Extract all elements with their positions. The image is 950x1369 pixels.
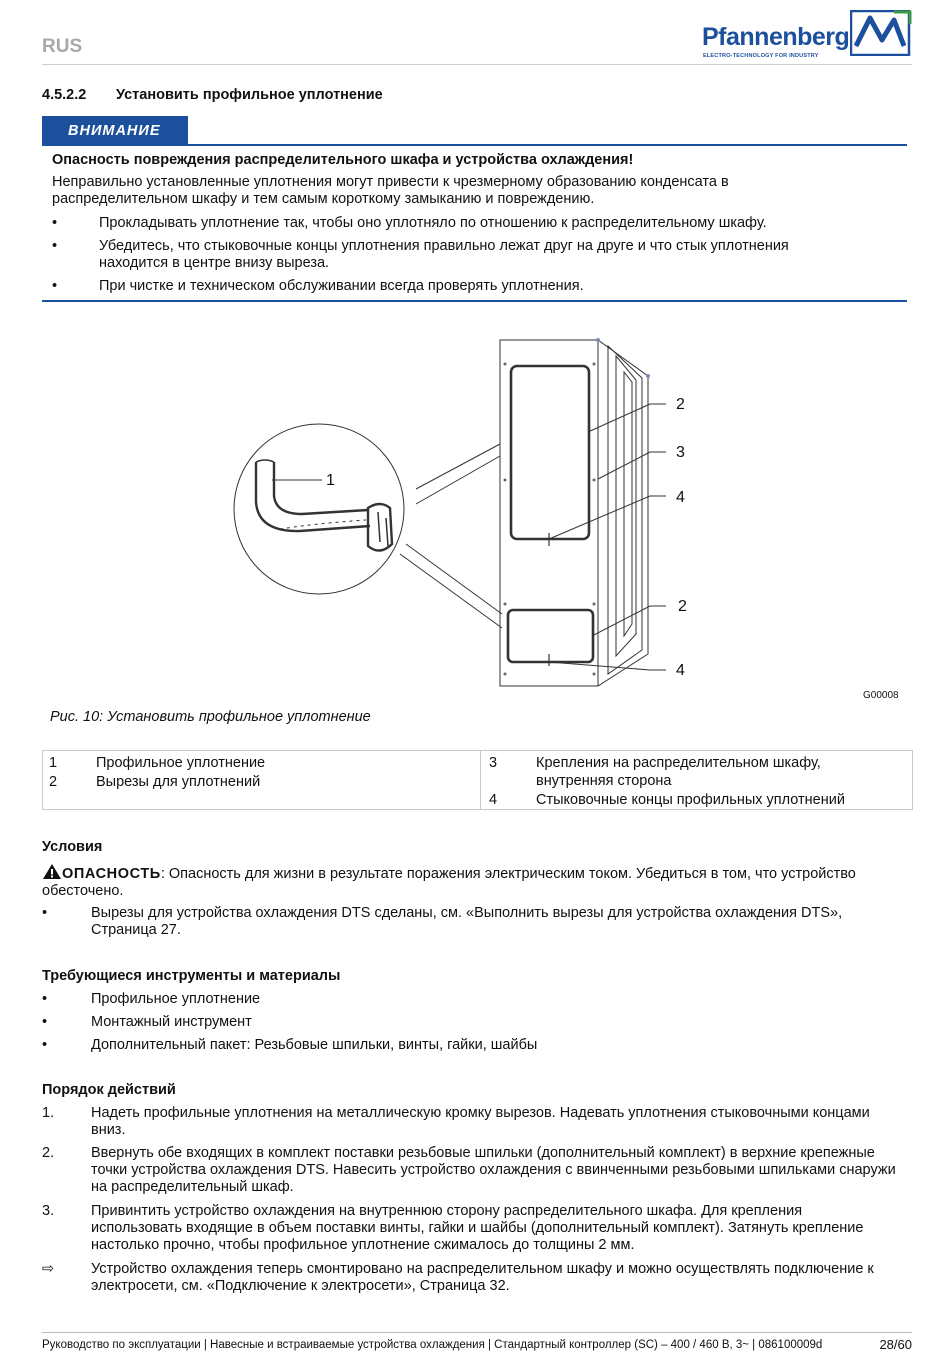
logo-mark-icon xyxy=(850,10,912,56)
callout-2: 2 xyxy=(676,396,685,413)
procedure-heading: Порядок действий xyxy=(42,1082,176,1098)
section-title-text: Установить профильное уплотнение xyxy=(116,87,383,103)
figure-caption: Рис. 10: Установить профильное уплотнение xyxy=(50,709,371,725)
pfannenberg-logo xyxy=(702,8,914,58)
callout-1: 1 xyxy=(326,472,335,489)
danger-notice xyxy=(42,863,892,900)
warning-triangle-icon xyxy=(42,863,62,880)
figure-legend-table: 1 Профильное уплотнение 2 Вырезы для уплотнений 3 Крепления на распределительном шкафу, внутренняя сторона 4 Стыковочные концы профильных уплотнений xyxy=(42,750,913,810)
danger-text: : Опасность для жизни в результате поражения электрическим током. Убедиться в том, что устройство обесточено. xyxy=(42,866,856,899)
header-divider xyxy=(42,64,912,65)
warning-top-rule xyxy=(42,144,907,146)
legend-divider xyxy=(480,751,481,809)
figure-code: G00008 xyxy=(863,690,899,701)
warning-text: Неправильно установленные уплотнения могут привести к чрезмерному образованию конденсата в распределительном шкафу и тем самым короткому замыканию и повреждению. xyxy=(52,174,729,207)
warning-bottom-rule xyxy=(42,300,907,302)
seal-installation-figure xyxy=(230,334,910,704)
footer-text: Руководство по эксплуатации | Навесные и встраиваемые устройства охлаждения | Стандартный контроллер (SC) – 400 / 460 В, 3~ | 086100009d xyxy=(42,1339,823,1351)
danger-word: ОПАСНОСТЬ xyxy=(62,866,161,882)
logo-name: Pfannenberg xyxy=(702,23,850,51)
callout-4: 4 xyxy=(676,489,685,506)
result-arrow-icon: ⇨ xyxy=(42,1261,55,1277)
logo-tagline: ELECTRO-TECHNOLOGY FOR INDUSTRY xyxy=(703,53,819,59)
footer-divider xyxy=(42,1332,912,1333)
callout-3: 3 xyxy=(676,444,685,461)
section-title xyxy=(42,87,383,103)
callout-4b: 4 xyxy=(676,662,685,679)
language-label: RUS xyxy=(42,36,83,57)
tools-heading: Требующиеся инструменты и материалы xyxy=(42,968,341,984)
page-number: 28/60 xyxy=(879,1337,912,1352)
warning-heading: Опасность повреждения распределительного шкафа и устройства охлаждения! xyxy=(52,152,634,168)
section-number: 4.5.2.2 xyxy=(42,87,87,103)
warning-label: ВНИМАНИЕ xyxy=(42,116,188,144)
conditions-heading: Условия xyxy=(42,839,103,855)
callout-2b: 2 xyxy=(678,598,687,615)
